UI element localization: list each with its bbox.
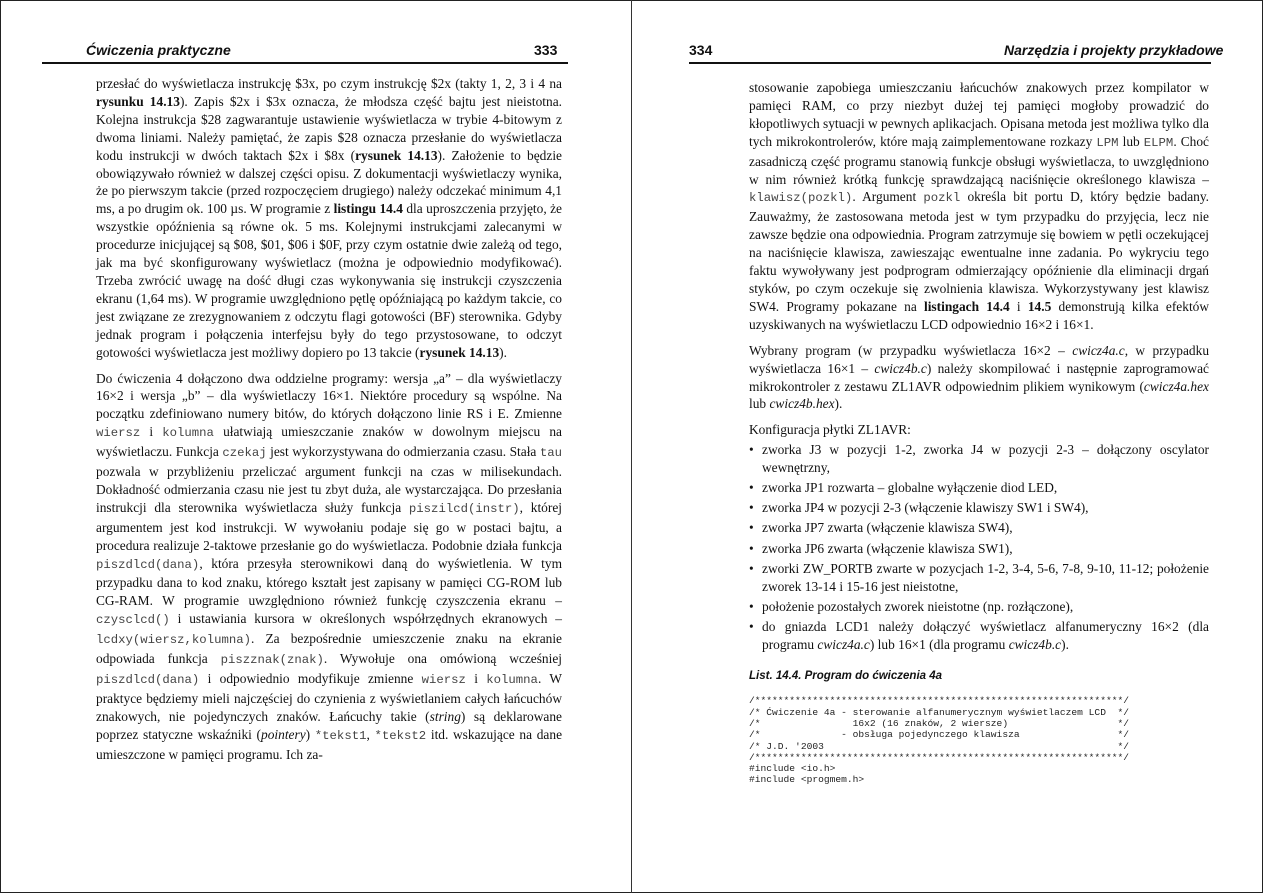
text-run: ). Założenie to będzie obowiązywało również w dalszej części opisu. Z dokumentacji wyświetlaczy wynika, że po pierwszym takcie (przed rozpoczęciem drugiego) należy odczekać minimum 4,1 ms, a po drugim ok. 100 µs. W programie z — [96, 147, 562, 217]
bold-reference: listingu 14.4 — [333, 201, 403, 217]
text-run: stosowanie zapobiega umieszczaniu łańcuchów znakowych przez kompilator w pamięci RAM, co przy niezbyt dużej tej pamięci mogłoby prowadzić do kłopotliwych sytuacji w pewnych aplikacjach. Opisana metoda jest możliwa tylko dla tych mikrokontrolerów, które mają zaimplementowane rozkazy — [749, 80, 1209, 149]
text-run: i — [140, 424, 163, 440]
right-page — [632, 0, 1263, 893]
code-identifier: tau — [539, 446, 563, 461]
text-run: dla uproszczenia przyjęto, że wszystkie opóźnienia są równe ok. 5 ms. Kolejnymi instrukcjami zalecanymi w procedurze inicjującej są $08, $01, $06 i $0F, przy czym ostatnie dwie zależą od tego, jak ma być skonfigurowany wyświetlacz (można je odpowiednio modyfikować). Trzeba zwrócić uwagę na dość długi czas wykonywania się instrukcji czyszczenia ekranu (1,64 ms). W programie uwzględniono pętlę opóźniającą po każdym takcie, co jest związane ze zrezygnowaniem z odczytu flagi gotowości (BF) sterownika. Gdyby jednak program i połączenia interfejsu były do tego przystosowane, to odczyt gotowości wyświetlacza jest możliwy dopiero po 13 takcie ( — [96, 201, 562, 360]
running-header-title: Narzędzia i projekty przykładowe — [1004, 42, 1224, 58]
italic-term: cwicz4a.c — [1072, 342, 1125, 358]
text-run: lub — [1118, 133, 1144, 149]
list-item — [749, 618, 1209, 654]
list-item — [749, 598, 1209, 616]
text-run: ) — [305, 726, 315, 742]
text-run: jest wykorzystywana do odmierzania czasu. Stała — [266, 444, 540, 460]
text-run: , — [366, 726, 375, 742]
code-identifier: ELPM — [1143, 135, 1174, 150]
text-run: zworka JP7 zwarta (włączenie klawisza SW4), — [762, 520, 1013, 536]
code-identifier: kolumna — [162, 426, 214, 441]
code-line: /****************************************************************/ — [749, 695, 1129, 707]
code-line: /* 16x2 (16 znaków, 2 wiersze) */ — [749, 718, 1129, 729]
code-identifier: *tekst1 — [314, 728, 367, 743]
text-run: , która przesyła sterownikowi daną do wyświetlenia. W tym przypadku dana to kod znaku, którego kształt jest zapisany w pamięci CG-ROM lub CG-RAM. W programie uwzględniono również funkcję czyszczenia ekranu – — [96, 555, 562, 609]
text-run: demonstrują kilka efektów uzyskiwanych na wyświetlaczu LCD odpowiednio 16×2 i 16×1. — [749, 298, 1210, 332]
text-run: pozwala w przybliżeniu przeliczać argument funkcji na czas w milisekundach. Dokładność odmierzania czasu nie jest tu zbyt duża, ale wystarczająca. Do przesłania instrukcji dla sterownika wyświetlacza służy funkcja — [96, 464, 562, 515]
paragraph — [749, 79, 1209, 334]
code-identifier: klawisz(pozkl) — [749, 191, 853, 206]
text-run: ułatwiają umieszczanie znaków w dowolnym miejscu na wyświetlaczu. Funkcja — [96, 424, 562, 460]
paragraph — [749, 342, 1209, 414]
text-run: przesłać do wyświetlacza instrukcję $3x, po czym instrukcję $2x (takty 1, 2, 3 i 4 na — [96, 76, 562, 91]
code-identifier: kolumna — [486, 673, 538, 687]
code-line: /****************************************************************/ — [749, 751, 1129, 763]
code-identifier: wiersz — [421, 673, 466, 687]
text-run: zworka JP4 w pozycji 2-3 (włączenie klawiszy SW1 i SW4), — [762, 500, 1089, 516]
running-header-title: Ćwiczenia praktyczne — [86, 42, 231, 58]
code-identifier: wiersz — [96, 426, 141, 441]
code-line: #include <progmem.h> — [749, 774, 865, 786]
header-rule — [42, 62, 568, 64]
list-item — [749, 441, 1209, 477]
page-number: 333 — [534, 42, 558, 58]
italic-term: cwicz4a.c — [817, 636, 870, 652]
paragraph — [749, 421, 1209, 439]
list-item — [749, 540, 1209, 558]
text-run: ). — [1061, 636, 1069, 652]
text-run: , której argumentem jest kod instrukcji. W wywołaniu podaje się go w postaci bajtu, a procedura realizuje 2-taktowe przesłanie go do wyświetlacza. Podobnie działa funkcja — [96, 499, 562, 553]
italic-term: pointery — [261, 726, 306, 742]
right-text-column — [749, 79, 1209, 786]
list-item — [749, 560, 1209, 596]
text-run: zworka J3 w pozycji 1-2, zworka J4 w pozycji 2-3 – dołączony oscylator wewnętrzny, — [762, 442, 1209, 476]
text-run: ). — [834, 396, 843, 412]
left-page — [0, 0, 631, 893]
text-run: określa bit portu D, który będzie badany. Zauważmy, że zastosowana metoda jest w tym przypadku do przyjęcia, lecz nie zawsze będzie ona odpowiednia. Program zatrzymuje się bowiem w pętli oczekującej na naciśnięcie klawisza, zawieszając ewentualne inne zadania. Po wykryciu tego faktu wywoływany jest podprogram odmierzający opóźnienie dla eliminacji drgań styków, po czym oczekuje się zwolnienia klawisza. Wykorzystywany jest klawisz SW4. Programy pokazane na — [749, 189, 1210, 314]
code-identifier: piszznak(znak) — [220, 653, 324, 668]
text-run: zworka JP1 rozwarta – globalne wyłączenie diod LED, — [762, 480, 1058, 496]
text-run: ) są deklarowane poprzez statyczne wskaźniki ( — [96, 708, 562, 742]
code-line: /* - obsługa pojedynczego klawisza */ — [749, 729, 1129, 741]
code-listing — [749, 695, 1209, 785]
header-rule — [689, 62, 1211, 64]
bold-reference: rysunek 14.13 — [419, 344, 500, 360]
paragraph — [96, 370, 562, 764]
text-run: ). Zapis $2x i $3x oznacza, że młodsza część bajtu jest nieistotna. Kolejna instrukcja $28 zagwarantuje ustawienie wyświetlacza w trybie 4-bitowym z dwoma liniami. Należy pamiętać, że zapis $28 oznacza przesłanie do wyświetlacza kodu instrukcji w dwóch taktach $2x i $8x ( — [96, 93, 562, 163]
text-run: położenie pozostałych zworek nieistotne (np. rozłączone), — [762, 598, 1074, 614]
text-run: . Choć zasadniczą część programu stanowią funkcje obsługi wyświetlacza, to uwzględniono w nim również krótką funkcję sprawdzającą naciśnięcie określonego klawisza – — [749, 133, 1209, 187]
bold-reference: rysunek 14.13 — [355, 147, 438, 163]
code-identifier: LPM — [1096, 135, 1119, 150]
text-run: zworki ZW_PORTB zwarte w pozycjach 1-2, 3-4, 5-6, 7-8, 9-10, 11-12; położenie zworek 13-14 i 15-16 jest nieistotne, — [762, 560, 1209, 594]
code-line: #include <io.h> — [749, 763, 836, 775]
text-run: . W praktyce będziemy mieli najczęściej do czynienia z wyświetlaniem całych łańcuchów znakowych, nie pojedynczych znaków. Łańcuchy takie ( — [96, 671, 562, 724]
text-run: lub — [749, 396, 770, 412]
text-run: ) należy skompilować i następnie zaprogramować mikrokontroler z zestawu ZL1AVR odpowiednim plikiem wynikowym ( — [749, 360, 1209, 394]
text-run: Konfiguracja płytki ZL1AVR: — [749, 422, 911, 438]
text-run: i odpowiednio modyfikuje zmienne — [199, 671, 422, 686]
code-identifier: lcdxy(wiersz,kolumna) — [96, 633, 251, 648]
text-run: , w przypadku wyświetlacza 16×1 – — [749, 342, 1210, 376]
italic-term: cwicz4b.hex — [769, 396, 835, 412]
list-item — [749, 479, 1209, 497]
code-identifier: piszilcd(instr) — [408, 501, 520, 516]
text-run: . Za bezpośrednie umieszczenie znaku na ekranie odpowiada funkcja — [96, 631, 562, 667]
text-run: itd. wskazujące na dane umieszczone w pamięci programu. Ich za- — [96, 726, 563, 762]
text-run: ) lub 16×1 (dla programu — [869, 636, 1009, 652]
paragraph — [96, 75, 562, 362]
code-identifier: czekaj — [222, 446, 267, 461]
text-run: ). — [499, 344, 507, 360]
list-item — [749, 519, 1209, 537]
text-run: do gniazda LCD1 należy dołączyć wyświetlacz alfanumeryczny 16×2 (dla programu — [762, 618, 1209, 652]
code-line: /* J.D. '2003 */ — [749, 740, 1129, 752]
italic-term: string — [429, 708, 461, 724]
text-run: i — [1009, 298, 1028, 314]
text-run: zworka JP6 zwarta (włączenie klawisza SW1), — [762, 540, 1013, 556]
left-text-column — [96, 75, 562, 772]
text-run: . Argument — [852, 189, 924, 205]
listing-caption: List. 14.4. Program do ćwiczenia 4a — [749, 669, 943, 682]
code-identifier: piszdlcd(dana) — [96, 673, 200, 687]
code-identifier: piszdlcd(dana) — [96, 557, 200, 572]
code-line: /* Ćwiczenie 4a - sterowanie alfanumerycznym wyświetlaczem LCD */ — [749, 706, 1129, 718]
bold-reference: rysunku 14.13 — [96, 93, 180, 109]
text-run: i — [465, 671, 487, 686]
list-item — [749, 499, 1209, 517]
code-identifier: pozkl — [923, 191, 961, 206]
text-run: i ustawiania kursora w określonych współrzędnych ekranowych – — [169, 611, 562, 627]
code-identifier: *tekst2 — [374, 728, 427, 743]
text-run: Do ćwiczenia 4 dołączono dwa oddzielne programy: wersja „a” – dla wyświetlaczy 16×2 i wersja „b” – dla wyświetlaczy 16×1. Niektóre procedury są wspólne. Na początku zdefiniowano numery bitów, do których dołączono linie RS i E. Zmienne — [96, 370, 562, 422]
italic-term: cwicz4a.hex — [1143, 378, 1209, 394]
bold-reference: listingach 14.4 — [923, 298, 1010, 314]
bold-reference: 14.5 — [1027, 298, 1052, 314]
italic-term: cwicz4b.c — [874, 360, 927, 376]
code-identifier: czysclcd() — [96, 613, 170, 628]
text-run: Wybrany program (w przypadku wyświetlacza 16×2 – — [749, 342, 1073, 358]
config-list — [749, 441, 1209, 653]
text-run: . Wywołuje ona omówioną wcześniej — [323, 651, 562, 667]
page-number: 334 — [689, 42, 713, 58]
italic-term: cwicz4b.c — [1008, 636, 1062, 652]
